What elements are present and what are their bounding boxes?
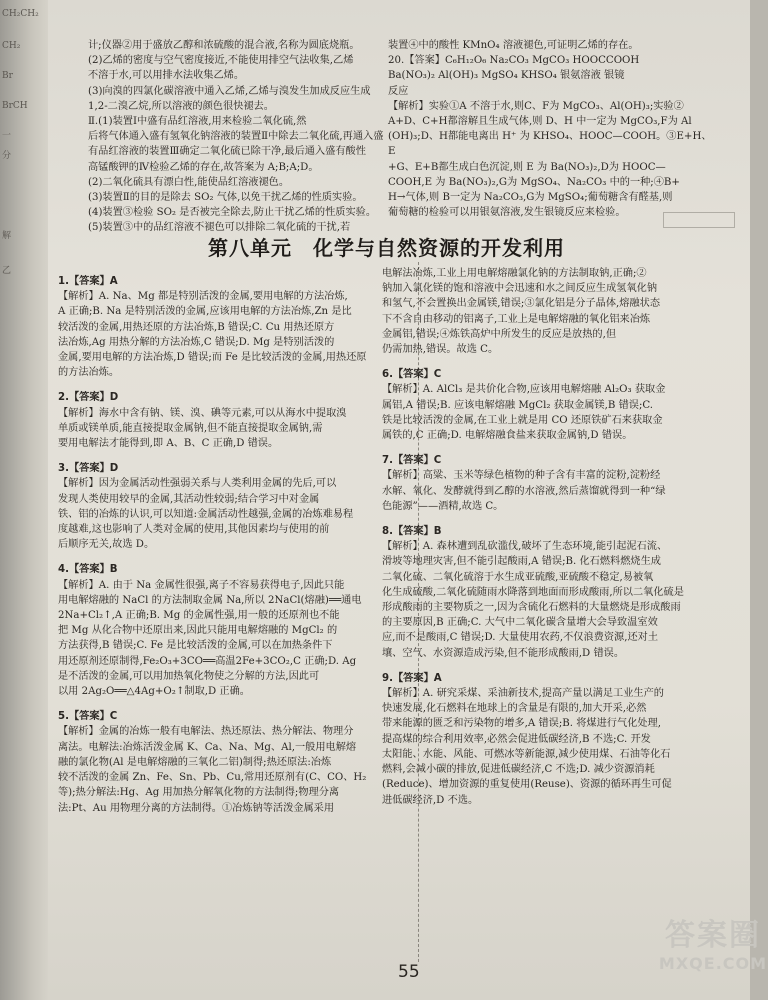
text-line: H→气体,则 B一定为 Na₂CO₃,G为 MgSO₄;葡萄糖含有醛基,则 [388, 192, 673, 204]
text-line: Ⅱ.(1)装置I中盛有品红溶液,用来检验二氧化硫,然 [88, 116, 307, 128]
text-line: 葡萄糖的检验可以用银氨溶液,发生银镜反应来检验。 [388, 207, 626, 219]
explanation-line: 形成酸雨的主要物质之一,因为含硫化石燃料的大量燃烧是形成酸雨 [382, 602, 681, 614]
answer-header [58, 274, 414, 289]
answer-label: 【答案】B [68, 564, 118, 576]
explanation-line: 用还原剂还原制得,Fe₂O₃+3CO══高温2Fe+3CO₂,C 正确;D. Ag [58, 655, 357, 667]
answer-label: 【答案】A [392, 672, 442, 684]
explanation-line: 【解析】A. 森林遭到乱砍滥伐,破坏了生态环境,能引起泥石流、 [382, 541, 668, 553]
text-line: 20.【答案】C₆H₁₂O₆ Na₂CO₃ MgCO₃ HOOCCOOH [388, 55, 640, 67]
edge-fragment: 一 [2, 131, 12, 141]
explanation-line: 应,而不是酸雨,C 错误;D. 大量使用农药,不仅浪费资源,还对土 [382, 632, 659, 644]
top-left-answer-continuation [88, 38, 406, 236]
answer-item [58, 461, 414, 552]
question-number: 4. [58, 564, 69, 576]
right-column-answers [382, 266, 732, 818]
answer-header [382, 367, 732, 382]
edge-fragment: 乙 [2, 266, 12, 276]
edge-fragment: CH₂ [2, 41, 21, 51]
explanation-line: 太阳能、水能、风能、可燃冰等新能源,减少使用煤、石油等化石 [382, 748, 671, 760]
text-line: (2)乙烯的密度与空气密度接近,不能使用排空气法收集,乙烯 [88, 55, 354, 67]
text-line: (4)装置③检验 SO₂ 是否被完全除去,防止干扰乙烯的性质实验。 [88, 207, 377, 219]
explanation-line: 离法。电解法:冶炼活泼金属 K、Ca、Na、Mg、Al,一般用电解熔 [58, 741, 357, 753]
edge-fragment: 分 [2, 151, 12, 161]
question-number: 6. [382, 369, 393, 381]
explanation-line: 带来能源的匮乏和污染物的增多,A 错误;B. 将煤进行气化处理, [382, 718, 661, 730]
answer-label: 【答案】C [68, 711, 118, 723]
text-line: Ba(NO₃)₂ Al(OH)₃ MgSO₄ KHSO₄ 银氨溶液 银镜 [388, 70, 625, 82]
explanation-line: 进低碳经济,D 不选。 [382, 794, 479, 806]
explanation-line: 色能源”——酒精,故选 C。 [382, 500, 504, 512]
text-line: 高锰酸钾的Ⅳ检验乙烯的存在,故答案为 A;B;A;D。 [88, 161, 319, 173]
explanation-line: 融的氯化物(Al 是电解熔融的三氧化二铝)制得;热还原法:冶炼 [58, 756, 332, 768]
answer-item [58, 562, 414, 699]
explanation-line: 金属,要用电解的方法冶炼,D 错误;而 Fe 是比较活泼的金属,用热还原 [58, 352, 367, 364]
page-number: 55 [398, 962, 420, 982]
question-number: 9. [382, 672, 393, 684]
text-line: 计;仪器②用于盛放乙醇和浓硫酸的混合液,名称为圆底烧瓶。 [88, 40, 360, 51]
text-line: +G、E+B都生成白色沉淀,则 E 为 Ba(NO₃)₂,D为 HOOC— [388, 161, 666, 173]
explanation-line: 【解析】因为金属活动性强弱关系与人类利用金属的先后,可以 [58, 478, 337, 490]
explanation-line: 铁、铝的冶炼的认识,可以知道:金属活动性越强,金属的冶炼难易程 [58, 508, 354, 520]
text-line: (OH)₃;D、H都能电离出 H⁺ 为 KHSO₄、HOOC—COOH。③E+H、E [388, 131, 712, 158]
explanation-line: 是不活泼的金属,可以用加热氧化物使之分解的方法,因此可 [58, 670, 320, 682]
explanation-line: 用电解熔融的 NaCl 的方法制取金属 Na,所以 2NaCl(熔融)══通电 [58, 594, 362, 606]
explanation-line: 较不活泼的金属 Zn、Fe、Sn、Pb、Cu,常用还原剂有(C、CO、H₂ [58, 772, 367, 784]
answer-label: 【答案】C [392, 369, 442, 381]
explanation-line: 下不含自由移动的铝离子,工业上是电解熔融的氧化铝来冶炼 [382, 313, 651, 325]
edge-fragment: Br [2, 71, 13, 81]
explanation-line: 度越难,这也影响了人类对金属的使用,其他因素均与使用的前 [58, 524, 330, 536]
adjacent-page-edge [0, 0, 52, 1000]
answer-label: 【答案】D [68, 392, 119, 404]
explanation-line: 方法获得,B 错误;C. Fe 是比较活泼的金属,可以在加热条件下 [58, 640, 333, 652]
text-line: (2)二氧化硫具有漂白性,能使品红溶液褪色。 [88, 176, 290, 188]
explanation-line: 金属铝,错误;④炼铁高炉中所发生的反应是放热的,但 [382, 328, 617, 340]
explanation-line: 后顺序无关,故选 D。 [58, 539, 155, 551]
answer-item [382, 453, 732, 514]
answer-header [382, 524, 732, 539]
explanation-line: 法:Pt、Au 用物理分离的方法制得。①冶炼钠等活泼金属采用 [58, 802, 335, 814]
explanation-line: 【解析】高粱、玉米等绿色植物的种子含有丰富的淀粉,淀粉经 [382, 470, 661, 482]
edge-fragment: 解 [2, 231, 12, 241]
answer-item [382, 266, 732, 357]
explanation-line: A 正确;B. Na 是特别活泼的金属,应该用电解的方法冶炼,Zn 是比 [58, 306, 352, 318]
explanation-line: 仍需加热,错误。故选 C。 [382, 344, 499, 356]
explanation-line: 属铁的,C 正确;D. 电解熔融食盐来获取金属钠,D 错误。 [382, 430, 633, 442]
watermark-logo: 答案圈 [665, 918, 761, 953]
question-number: 1. [58, 276, 69, 287]
explanation-line: 【解析】金属的冶炼一般有电解法、热还原法、热分解法、物理分 [58, 726, 354, 738]
text-line: COOH,E 为 Ba(NO₃)₂,G为 MgSO₄、Na₂CO₃ 中的一种;④B+ [388, 176, 680, 188]
watermark-url: MXQE.COM [658, 954, 768, 973]
explanation-line: 二氧化硫、二氧化硫溶于水生成亚硫酸,亚硫酸不稳定,易被氧 [382, 571, 654, 583]
text-line: 不溶于水,可以用排水法收集乙烯。 [88, 70, 245, 82]
answer-item [58, 709, 414, 815]
text-line: 1,2-二溴乙烷,所以溶液的颜色很快褪去。 [88, 100, 274, 112]
explanation-line: 铁是比较活泼的金属,在工业上就是用 CO 还原铁矿石来获取金 [382, 414, 663, 426]
explanation-line: 钠加入氯化镁的饱和溶液中会迅速和水之间反应生成氢氧化钠 [382, 283, 658, 295]
answer-item [58, 274, 414, 380]
answer-header [58, 562, 414, 577]
corner-box [663, 212, 735, 228]
answer-item [382, 524, 732, 661]
explanation-line: 【解析】海水中含有钠、镁、溴、碘等元素,可以从海水中提取溴 [58, 407, 347, 419]
explanation-line: 滑坡等地理灾害,但不能引起酸雨,A 错误;B. 化石燃料燃烧生成 [382, 556, 661, 568]
site-watermark [658, 918, 768, 988]
edge-fragment: CH₂CH₂ [2, 9, 39, 19]
answer-label: 【答案】B [392, 526, 442, 538]
explanation-line: 【解析】A. Na、Mg 都是特别活泼的金属,要用电解的方法冶炼, [58, 291, 348, 303]
textbook-page [48, 0, 768, 1000]
explanation-line: 壤、空气、水资源造成污染,但不能形成酸雨,D 错误。 [382, 647, 625, 659]
answer-header [382, 453, 732, 468]
text-line: 【解析】实验①A 不溶于水,则C、F为 MgCO₃、Al(OH)₃;实验② [388, 100, 684, 112]
explanation-line: 化生成硫酸,二氧化硫随雨水降落到地面而形成酸雨,所以二氧化硫是 [382, 586, 684, 598]
text-line: A+D、C+H都溶解且生成气体,则 D、H 中一定为 MgCO₃,F为 Al [388, 116, 692, 128]
explanation-line: 提高煤的综合利用效率,必然会促进低碳经济,B 不选;C. 开发 [382, 733, 651, 745]
explanation-line: 法冶炼,Ag 用热分解的方法冶炼,C 错误;D. Mg 是特别活泼的 [58, 336, 335, 348]
explanation-line: 【解析】A. 由于 Na 金属性很强,离子不容易获得电子,因此只能 [58, 579, 345, 591]
text-line: (5)装置③中的品红溶液不褪色可以排除二氧化硫的干扰,若 [88, 222, 351, 234]
text-line: (3)装置Ⅱ的目的是除去 SO₂ 气体,以免干扰乙烯的性质实验。 [88, 192, 363, 204]
explanation-line: 把 Mg 从化合物中还原出来,因此只能用电解熔融的 MgCl₂ 的 [58, 625, 338, 637]
explanation-line: 快速发展,化石燃料在地球上的含量是有限的,加大开采,必然 [382, 703, 647, 715]
answer-label: 【答案】C [392, 455, 442, 467]
text-line: 反应 [388, 85, 409, 97]
answer-header [58, 709, 414, 724]
answer-header [382, 671, 732, 686]
explanation-line: 等);热分解法:Hg、Ag 用加热分解氧化物的方法制得;物理分离 [58, 787, 340, 799]
unit-title: 第八单元 化学与自然资源的开发利用 [208, 236, 565, 260]
explanation-line: 电解法冶炼,工业上用电解熔融氯化钠的方法制取钠,正确;② [382, 268, 647, 279]
explanation-line: 较活泼的金属,用热还原的方法冶炼,B 错误;C. Cu 用热还原方 [58, 321, 335, 333]
explanation-line: (Reduce)、增加资源的重复使用(Reuse)、资源的循环再生可促 [382, 779, 672, 791]
question-number: 2. [58, 392, 69, 404]
left-column-answers [58, 274, 414, 826]
edge-fragment: BrCH [2, 101, 28, 111]
question-number: 7. [382, 455, 393, 467]
explanation-line: 和氢气,不会置换出金属镁,错误;③氯化铝是分子晶体,熔融状态 [382, 298, 661, 310]
explanation-line: 单质或镁单质,能直接提取金属钠,但不能直接提取金属钠,需 [58, 422, 323, 434]
text-line: 有品红溶液的装置Ⅲ确定二氧化硫已除干净,最后通入盛有酸性 [88, 146, 366, 158]
answer-item [382, 367, 732, 443]
explanation-line: 水解、氧化、发酵就得到乙醇的水溶液,然后蒸馏就得到一种“绿 [382, 485, 666, 497]
question-number: 8. [382, 526, 393, 538]
explanation-line: 以用 2Ag₂O══△4Ag+O₂↑制取,D 正确。 [58, 686, 250, 698]
explanation-line: 属铝,A 错误;B. 应该电解熔融 MgCl₂ 获取金属镁,B 错误;C. [382, 399, 654, 411]
answer-item [58, 390, 414, 451]
question-number: 3. [58, 463, 69, 475]
explanation-line: 2Na+Cl₂↑,A 正确;B. Mg 的金属性强,用一般的还原剂也不能 [58, 610, 340, 622]
answer-header [58, 461, 414, 476]
text-line: 后将气体通入盛有氢氧化钠溶液的装置Ⅱ中除去二氧化硫,再通入盛 [88, 131, 384, 143]
explanation-line: 要用电解法才能得到,即 A、B、C 正确,D 错误。 [58, 438, 279, 450]
explanation-line: 的方法冶炼。 [58, 367, 120, 379]
text-line: 装置④中的酸性 KMnO₄ 溶液褪色,可证明乙烯的存在。 [388, 40, 639, 51]
text-line: (3)向溴的四氯化碳溶液中通入乙烯,乙烯与溴发生加成反应生成 [88, 85, 371, 97]
explanation-line: 发现人类使用较早的金属,其活动性较弱;结合学习中对金属 [58, 493, 320, 505]
top-right-answer-block [388, 38, 718, 220]
explanation-line: 燃料,会减小碳的排放,促进低碳经济,C 不选;D. 减少资源消耗 [382, 764, 655, 776]
answer-label: 【答案】A [68, 276, 118, 287]
answer-header [58, 390, 414, 405]
explanation-line: 【解析】A. 研究采煤、采油新技术,提高产量以满足工业生产的 [382, 688, 664, 700]
question-number: 5. [58, 711, 69, 723]
answer-item [382, 671, 732, 808]
explanation-line: 【解析】A. AlCl₃ 是共价化合物,应该用电解熔融 Al₂O₃ 获取金 [382, 384, 666, 396]
answer-label: 【答案】D [68, 463, 119, 475]
explanation-line: 的主要原因,B 正确;C. 大气中二氧化碳含量增大会导致温室效 [382, 617, 658, 629]
